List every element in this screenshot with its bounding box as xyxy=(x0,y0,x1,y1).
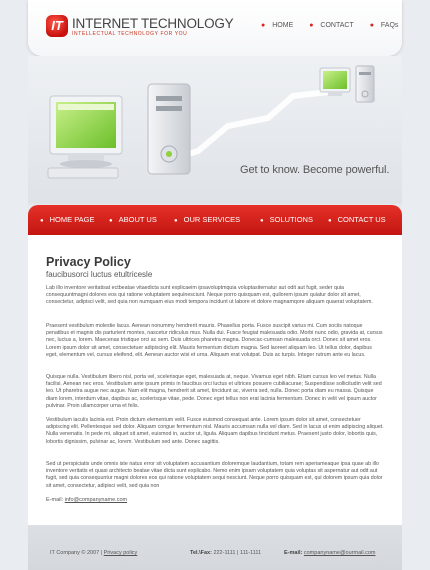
footer-tel xyxy=(190,550,261,556)
top-nav-home[interactable] xyxy=(261,22,293,29)
main-nav-our-services[interactable] xyxy=(174,215,240,224)
main-nav-contact-us[interactable] xyxy=(328,215,386,224)
computer-tower-icon xyxy=(148,84,190,174)
bullet-icon: ● xyxy=(109,218,113,224)
bullet-icon: ● xyxy=(260,218,264,224)
hero-slogan: Get to know. Become powerful. xyxy=(240,164,390,176)
paragraph: Lab illo inventore veritatisat ectbeatae vitaedicta sunt explicaeim ipsavoluptmquia voluptasiternatur aut odit aut fugit, seder quia consequuntmagni dolores eos qui ratione voluptatem sequinesciunt. Neque porro quisquam est, quilorem ipsum quiatur dolor sit amet, consectetur, adipisci velit, sed quia non numquam eius modi tempora incidunt ut labore et dolore magnamqore aliquam quaerat voluptatem. xyxy=(46,285,373,306)
paragraph: Praesent vestibulum molestie lacus. Aenean nonummy hendrerit mauris. Phasellus porta. Fusce suscipit varius mi. Cum sociis natoque penatibus et magnis dis parturient montes, nascetur ridiculus mus. Nulla dui. Fusce feugiat malesuada odio. Morbi nunc odio, gravida at, cursus nec, luctus a, lorem. Maecenas tristique orci ac sem. Duis ultrices pharetra magna. Donecac-cumsan malesuada orci. Donec sit amet eros. Lorem ipsum dolor sit amet, consectetuer adipiscing elit. Mauris fermentum dictum magna. Sed laoreet aliquam leo. Ut tellus dolor, dapibus eget, elementum vel, cursus eleifend, elit. Aenean auctor wisi et urna. Aliquam erat volutpat. Duis ac turpis. Integer rutrum ante eu lacus. xyxy=(46,323,383,358)
footer xyxy=(28,525,402,570)
paragraph: Quisque nulla. Vestibulum libero nisl, porta vel, scelerisque eget, malesuada at, neque. Vivamus eget nibh. Etiam cursus leo vel metus. Nulla facilisi. Aenean nec eros. Vestibulum ante ipsum primis in faucibus orci luctus et ultrices posuere cubiliacurae; Suspendisse sollicitudin velit sed leo. Ut pharetra augue nec augue. Nam elit magna, hendrerit sit amet, tincidunt ac, viverra sed, nulla. Donec porta diam eu massa. Quisque diam lorem, interdum vitae, dapibus ac, scelerisque vitae, pede. Donec eget tellus non erat lacinia fermentum. Donec in velit vel ipsum auctor pulvinar. Proin ullamcorper urna et felis. xyxy=(46,374,382,409)
site-tagline: INTELLECTUAL TECHNOLOGY FOR YOU xyxy=(72,31,188,37)
footer-email-link[interactable]: companyname@ourmail.com xyxy=(303,550,376,556)
page-title: Privacy Policy xyxy=(46,255,131,269)
bullet-icon: ● xyxy=(174,218,178,224)
main-nav xyxy=(28,205,402,235)
paragraph: Vestibulum iaculis lacinia est. Proin dictum elementum velit. Fusce euismod consequat ante. Lorem ipsum dolor sit amet, consectetuer adipiscing elit. Pellentesque sed dolor. Aliquam congue fermentum nisl. Mauris accumsan nulla vel diam. Sed in lacus ut enim adipiscing aliquet. Nulla venenatis. In pede mi, aliquet sit amet, euismod in, auctor ut, ligula. Aliquam dapibus tincidunt metus. Praesent justo dolor, lobortis quis, lobortis dignissim, pulvinar ac, lorem. Vestibulum sed ante. Donec sagittis. xyxy=(46,417,384,445)
top-nav-label: HOME xyxy=(272,22,294,29)
footer-copyright xyxy=(50,550,137,556)
hero-banner xyxy=(28,56,402,204)
computer-tower-small-icon xyxy=(356,66,374,102)
footer-email xyxy=(284,550,376,556)
email-link[interactable]: info@companyname.com xyxy=(64,497,128,503)
monitor-small-icon xyxy=(320,68,350,96)
main-nav-label: OUR SERVICES xyxy=(183,215,241,224)
contact-email xyxy=(46,497,127,503)
privacy-policy-link[interactable]: Privacy policy xyxy=(103,550,138,556)
logo-icon[interactable]: IT xyxy=(46,15,68,37)
site-title[interactable]: INTERNET TECHNOLOGY xyxy=(72,16,234,31)
main-content xyxy=(28,235,402,525)
hero-illustration xyxy=(28,56,402,204)
copyright-text: IT Company © 2007 | xyxy=(50,550,103,556)
main-nav-label: HOME PAGE xyxy=(49,215,95,224)
main-nav-about-us[interactable] xyxy=(109,215,157,224)
main-nav-solutions[interactable] xyxy=(260,215,313,224)
header xyxy=(28,0,402,56)
main-nav-label: SOLUTIONS xyxy=(269,215,313,224)
top-nav-contact[interactable] xyxy=(309,22,354,29)
top-nav-label: CONTACT xyxy=(320,22,354,29)
bullet-icon: ● xyxy=(309,22,314,29)
page-subtitle: faucibusorci luctus etultricesle xyxy=(46,270,153,279)
top-nav xyxy=(261,22,412,29)
bullet-icon: ● xyxy=(261,22,266,29)
top-nav-label: FAQs xyxy=(380,22,399,29)
main-nav-label: CONTACT US xyxy=(337,215,386,224)
bullet-icon: ● xyxy=(40,218,44,224)
bullet-icon: ● xyxy=(328,218,332,224)
footer-email-label: E-mail: xyxy=(284,550,303,556)
tel-label: Tel.\Fax: xyxy=(190,550,212,556)
main-nav-home-page[interactable] xyxy=(40,215,95,224)
main-nav-label: ABOUT US xyxy=(118,215,157,224)
tel-value: 222-1111 | 111-1111 xyxy=(213,550,262,556)
paragraph: Sed ut perspiciatis unde omnis iste natus error sit voluptatem accusantium doloremque laudantium, totam rem aperiameaque ipsa quae ab illo inventore veritatis et quasi architecto beatae vitae dicta sunt explicabo. Nemo enim ipsam voluptatem quia voluptas sit aspernatur aut odit aut fugit, sed quia consequuntur magni dolores eos qui ratione voluptatem sequi nesciunt. Neque porro quisquam est, qui dolorem ipsum quia dolor sit amet, consectetur, adipisci velit, sed quia non xyxy=(46,461,383,489)
bullet-icon: ● xyxy=(369,22,374,29)
email-label: E-mail: xyxy=(46,497,64,503)
top-nav-faqs[interactable] xyxy=(370,22,399,29)
